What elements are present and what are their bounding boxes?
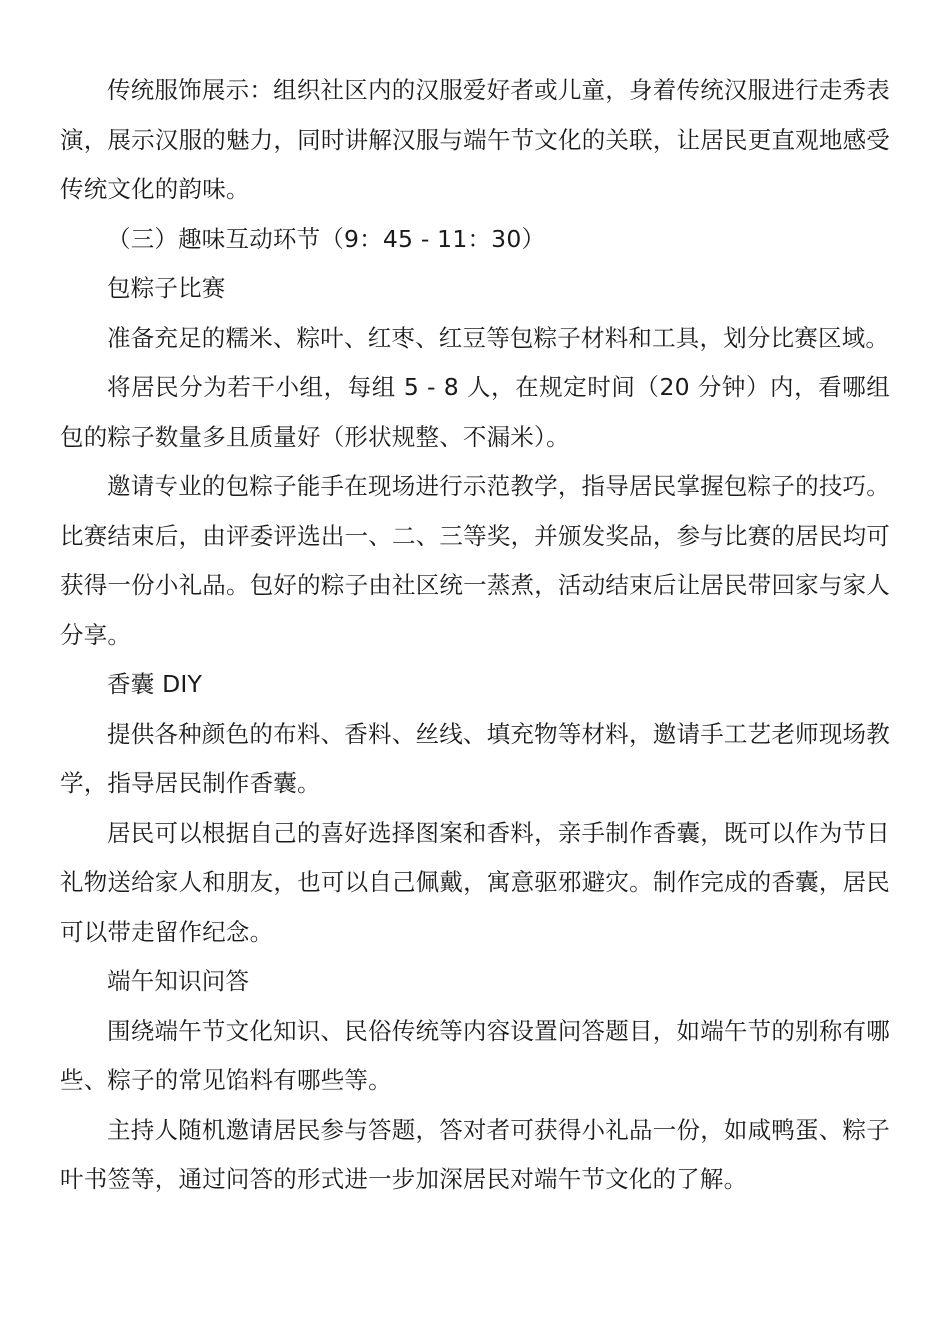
- subheading-sachet-diy: 香囊 DIY: [107, 670, 203, 698]
- paragraph-zongzi-groups: 将居民分为若干小组，每组 5 - 8 人，在规定时间（20 分钟）内，看哪组包的粽子数量多且质量好（形状规整、不漏米）。: [60, 373, 890, 451]
- paragraph-quiz-host: 主持人随机邀请居民参与答题，答对者可获得小礼品一份，如咸鸭蛋、粽子叶书签等，通过问答的形式进一步加深居民对端午节文化的了解。: [60, 1115, 890, 1193]
- subheading-quiz: 端午知识问答: [107, 967, 250, 995]
- paragraph-zongzi-teaching: 邀请专业的包粽子能手在现场进行示范教学，指导居民掌握包粽子的技巧。比赛结束后，由评委评选出一、二、三等奖，并颁发奖品，参与比赛的居民均可获得一份小礼品。包好的粽子由社区统一蒸煮，活动结束后让居民带回家与家人分享。: [60, 472, 890, 649]
- paragraph-zongzi-materials: 准备充足的糯米、粽叶、红枣、红豆等包粽子材料和工具，划分比赛区域。: [107, 323, 890, 352]
- subheading-zongzi-contest: 包粽子比赛: [107, 274, 226, 302]
- paragraph-costume-show: 传统服饰展示：组织社区内的汉服爱好者或儿童，身着传统汉服进行走秀表演，展示汉服的魅力，同时讲解汉服与端午节文化的关联，让居民更直观地感受传统文化的韵味。: [60, 76, 890, 203]
- paragraph-sachet-materials: 提供各种颜色的布料、香料、丝线、填充物等材料，邀请手工艺老师现场教学，指导居民制作香囊。: [60, 719, 890, 797]
- section-heading-interactive: （三）趣味互动环节（9：45 - 11：30）: [107, 224, 546, 253]
- paragraph-sachet-making: 居民可以根据自己的喜好选择图案和香料，亲手制作香囊，既可以作为节日礼物送给家人和朋友，也可以自己佩戴，寓意驱邪避灾。制作完成的香囊，居民可以带走留作纪念。: [60, 818, 890, 946]
- paragraph-quiz-questions: 围绕端午节文化知识、民俗传统等内容设置问答题目，如端午节的别称有哪些、粽子的常见馅料有哪些等。: [60, 1016, 890, 1094]
- document-body: [60, 66, 890, 1205]
